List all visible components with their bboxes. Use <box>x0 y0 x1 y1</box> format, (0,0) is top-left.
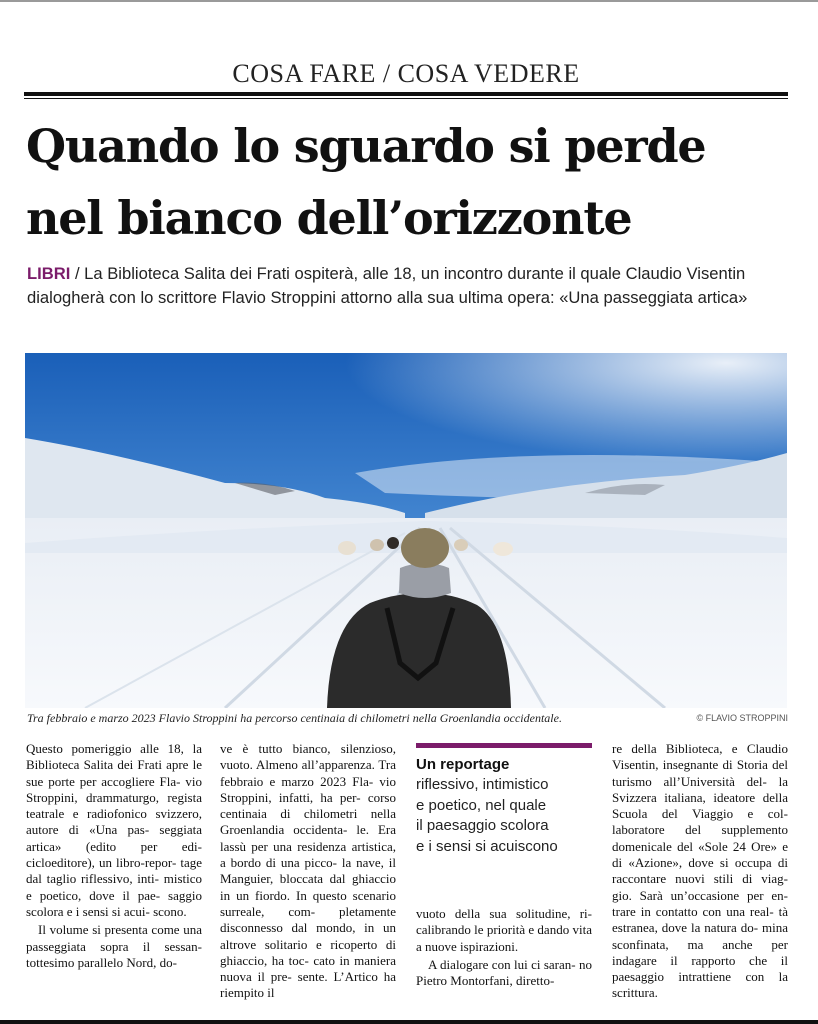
boxout-rule <box>416 743 592 748</box>
boxout-line: e i sensi si acuiscono <box>416 837 558 855</box>
kicker-label: LIBRI <box>27 264 71 283</box>
article-column-4 <box>612 741 788 1002</box>
photo-credit: © FLAVIO STROPPINI <box>696 713 788 723</box>
section-rule-thin <box>24 98 788 99</box>
kicker-separator: / <box>70 264 85 283</box>
boxout-line: e poetico, nel quale <box>416 796 547 814</box>
article-column-2 <box>220 741 396 1002</box>
top-divider <box>0 0 818 2</box>
paragraph: A dialogare con lui ci saran- no Pietro Montorfani, diretto- <box>416 956 592 989</box>
photo-caption: Tra febbraio e marzo 2023 Flavio Stroppini ha percorso centinaia di chilometri nella Groenlandia occidentale. <box>27 711 562 725</box>
paragraph: ve è tutto bianco, silenzioso, vuoto. Almeno all’apparenza. Tra febbraio e marzo 2023 Fla- vio Stroppini, infatti, ha per- corso centinaia di chilometri nella Groenlandia occidenta- le. Era lassù per una residenza artistica, a bordo di una picco- la nave, il Manguier, bloccata dal ghiaccio in un fiordo. In questo scenario surreale, com- pletamente disconnesso dal mondo, in un altrove solitario e ricoperto di ghiaccio, ha toc- cato in maniera nuova il pre- sente. L’Artico ha riempito il <box>220 741 397 1001</box>
paragraph: re della Biblioteca, e Claudio Visentin, insegnante di Storia del turismo all’Università del- la Svizzera italiana, ideatore della Scuola del Viaggio e col- laboratore del supplemento domenicale del «Sole 24 Ore» e di «Azione», dove si occupa di raccontare nuovi stili di viag- gio. Sarà un’occasione per en- trare in contatto con una real- tà estranea, dove la natura do- mina sconfinata, ma anche per indagare il rapporto che il paesaggio intrattiene con la scrittura. <box>612 741 789 1001</box>
article-photo <box>25 353 787 708</box>
paragraph: Il volume si presenta come una passeggiata sopra il sessan- tottesimo parallelo Nord, do- <box>26 922 203 970</box>
boxout-line: riflessivo, intimistico <box>416 776 549 793</box>
boxout-text <box>416 775 592 857</box>
boxout-title: Un reportage <box>416 756 510 773</box>
subhead-line-2: dialogherà con lo scrittore Flavio Stroppini attorno alla sua ultima opera: «Una passeggiata artica» <box>27 288 748 307</box>
headline <box>26 110 796 254</box>
arctic-landscape-image <box>25 353 787 708</box>
headline-line-2: nel bianco dell’orizzonte <box>26 191 632 245</box>
article-column-3 <box>416 906 592 989</box>
boxout-line: il paesaggio scolora <box>416 817 549 834</box>
bottom-divider <box>0 1020 818 1024</box>
headline-line-1: Quando lo sguardo si perde <box>26 119 706 173</box>
section-header: COSA FARE / COSA VEDERE <box>232 59 580 88</box>
subheadline <box>27 262 792 310</box>
section-rule <box>24 92 788 96</box>
paragraph: Questo pomeriggio alle 18, la Biblioteca Salita dei Frati apre le sue porte per accogliere Fla- vio Stroppini, drammaturgo, regista teatrale e radiofonico svizzero, autore di «Una pas- seggiata artica» (edito per edi- cicloeditore), un libro-repor- tage dal taglio riflessivo, inti- mistico e poetico, dove il pae- saggio scolora e i sensi si acui- scono. <box>26 741 203 919</box>
paragraph: vuoto della sua solitudine, ri- calibrando le priorità e dando vita a nuove ispirazioni. <box>416 906 592 954</box>
subhead-line-1: La Biblioteca Salita dei Frati ospiterà, alle 18, un incontro durante il quale Claudio Visentin <box>84 264 746 283</box>
article-column-1 <box>26 741 202 971</box>
